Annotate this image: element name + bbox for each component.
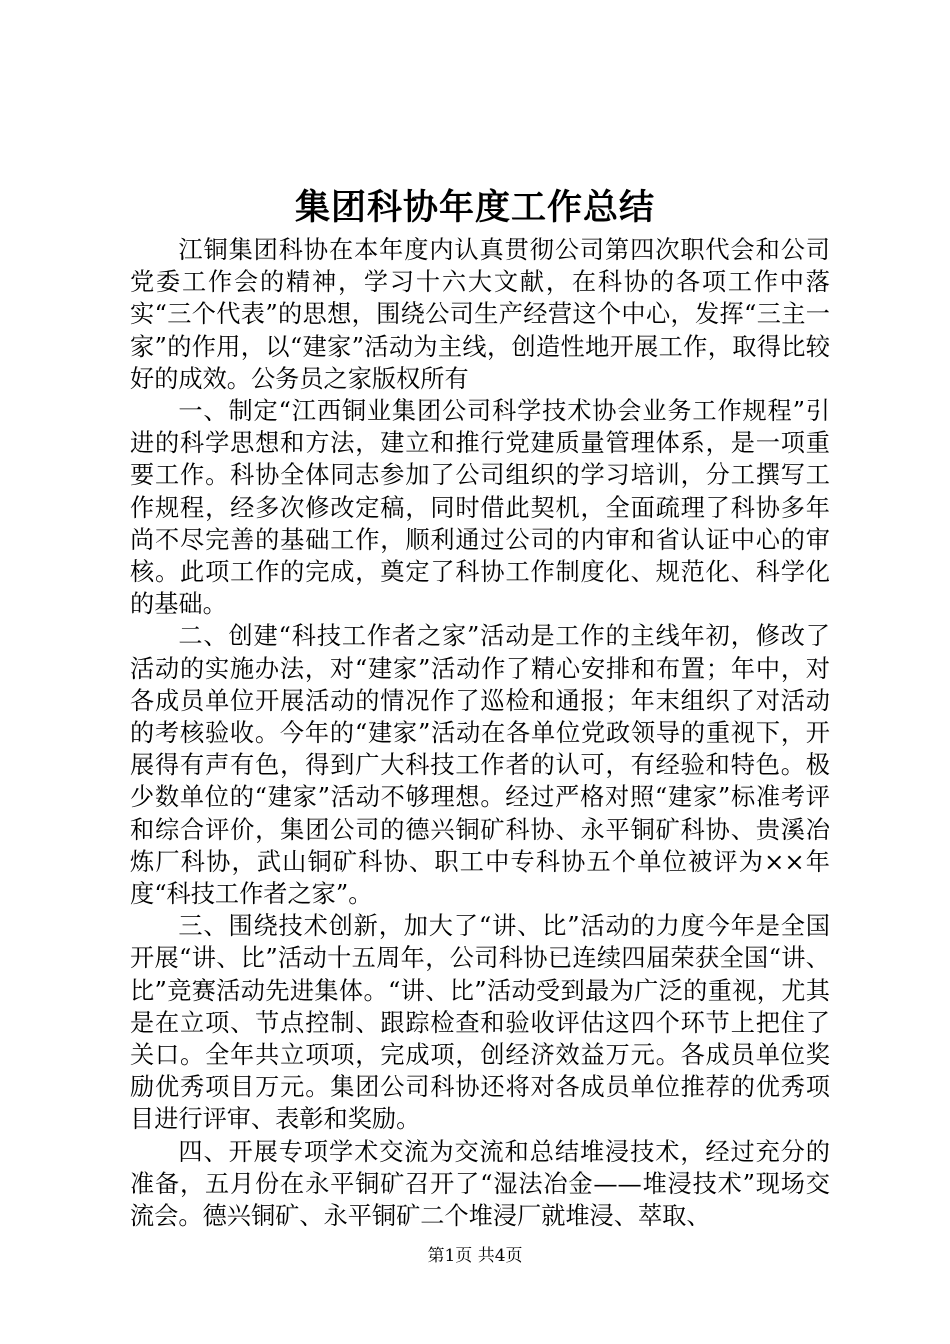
paragraph-section-3: 三、围绕技术创新，加大了“讲、比”活动的力度今年是全国开展“讲、比”活动十五周年，公司科协已连续四届荣获全国“讲、比”竞赛活动先进集体。“讲、比”活动受到最为广泛的重视，尤其是在立项、节点控制、跟踪检查和验收评估这四个环节上把住了关口。全年共立项项，完成项，创经济效益万元。各成员单位奖励优秀项目万元。集团公司科协还将对各成员单位推荐的优秀项目进行评审、表彰和奖励。 [130,912,830,1134]
paragraph-intro: 江铜集团科协在本年度内认真贯彻公司第四次职代会和公司党委工作会的精神，学习十六大文献，在科协的各项工作中落实“三个代表”的思想，围绕公司生产经营这个中心，发挥“三主一家”的作用，以“建家”活动为主线，创造性地开展工作，取得比较好的成效。公务员之家版权所有 [130,236,830,393]
document-body [130,234,830,1232]
page-number-footer: 第1页 共4页 [427,1246,523,1266]
document-title: 集团科协年度工作总结 [294,188,655,228]
paragraph-section-1: 一、制定“江西铜业集团公司科学技术协会业务工作规程”引进的科学思想和方法，建立和推行党建质量管理体系，是一项重要工作。科协全体同志参加了公司组织的学习培训，分工撰写工作规程，经多次修改定稿，同时借此契机，全面疏理了科协多年尚不尽完善的基础工作，顺利通过公司的内审和省认证中心的审核。此项工作的完成，奠定了科协工作制度化、规范化、科学化的基础。 [130,397,830,619]
paragraph-section-2: 二、创建“科技工作者之家”活动是工作的主线年初，修改了活动的实施办法，对“建家”活动作了精心安排和布置；年中，对各成员单位开展活动的情况作了巡检和通报；年末组织了对活动的考核验收。今年的“建家”活动在各单位党政领导的重视下，开展得有声有色，得到广大科技工作者的认可，有经验和特色。极少数单位的“建家”活动不够理想。经过严格对照“建家”标准考评和综合评价，集团公司的德兴铜矿科协、永平铜矿科协、贵溪冶炼厂科协，武山铜矿科协、职工中专科协五个单位被评为××年度“科技工作者之家”。 [130,622,830,909]
paragraph-section-4: 四、开展专项学术交流为交流和总结堆浸技术，经过充分的准备，五月份在永平铜矿召开了“湿法冶金——堆浸技术”现场交流会。德兴铜矿、永平铜矿二个堆浸厂就堆浸、萃取、 [130,1137,830,1231]
